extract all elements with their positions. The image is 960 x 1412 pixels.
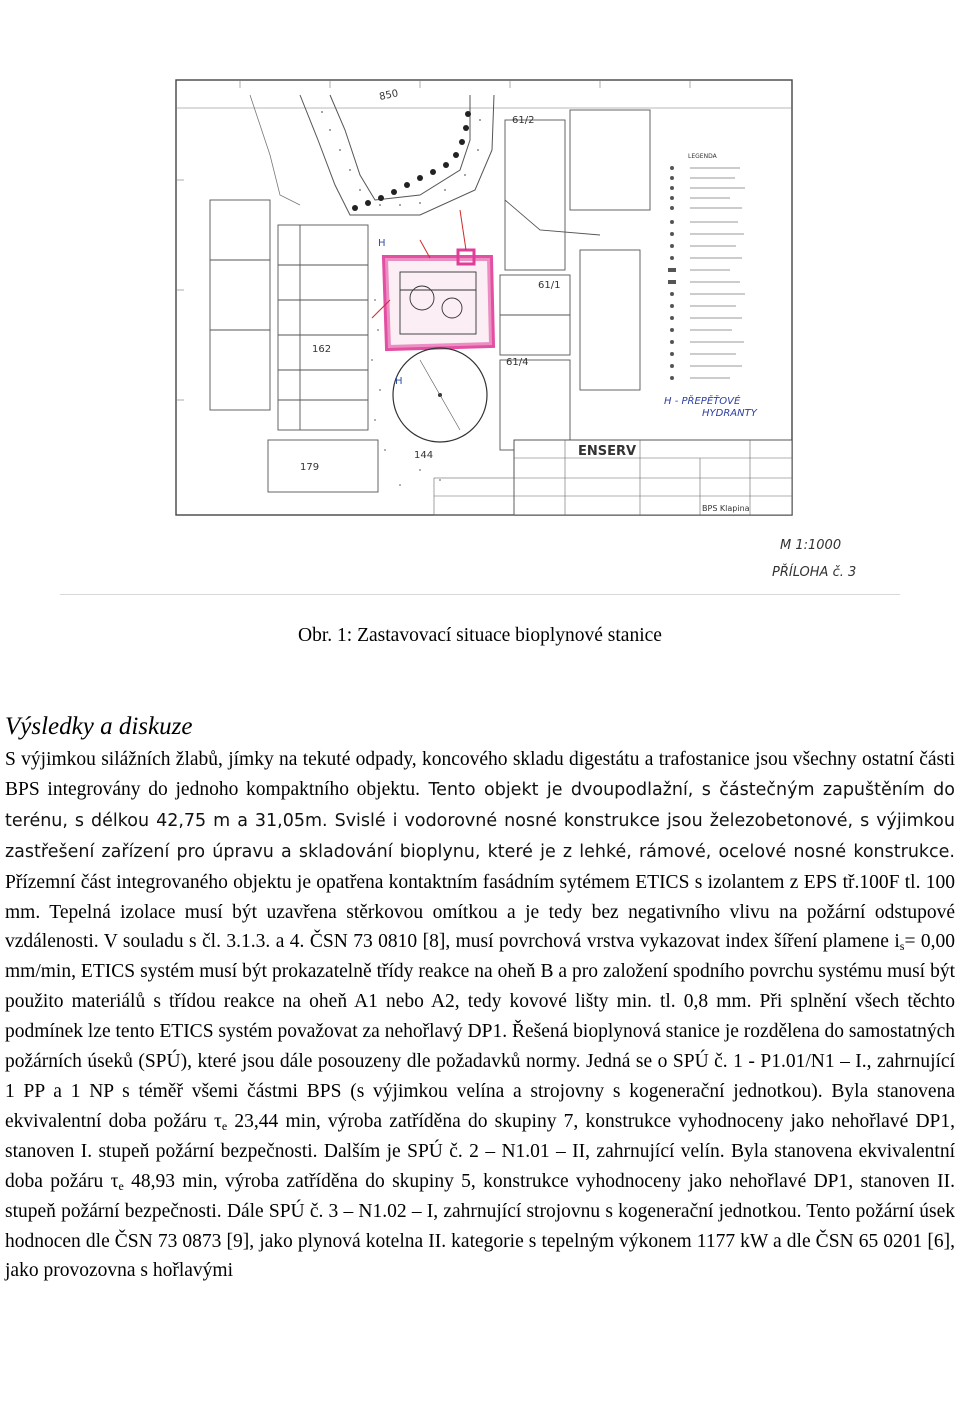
handwritten-notes: [772, 538, 856, 580]
body-sentence: S výjimkou silážních žlabů, jímky na tekuté odpady, koncového skladu digestátu a trafostanice jsou všechny ostatní části BPS integrovány do jednoho kompaktního objektu.: [5, 749, 955, 800]
svg-text:LEGENDA: LEGENDA: [688, 153, 717, 160]
parcel-label: 162: [312, 344, 332, 355]
body-sentence: Přízemní část integrovaného objektu je opatřena kontaktním fasádním sytémem ETICS s izolantem z EPS tř.100F tl. 100 mm. Tepelná izolace musí být uzavřena stěrkovou omítkou a je tedy bez negativního vlivu na požární odstupové vzdálenosti. V souladu s čl. 3.1.3. a 4. ČSN 73 0810 [8], musí povrchová vrstva vykazovat index šíření plamene i: [5, 871, 955, 953]
parcel-label: 144: [414, 450, 434, 461]
section-heading: Výsledky a diskuze: [5, 713, 193, 740]
svg-text:PŘÍLOHA č. 3: PŘÍLOHA č. 3: [772, 565, 857, 580]
body-sentence: 23,44 min, výroba zatříděna do skupiny 7, konstrukce vyhodnoceny jako nehořlavé DP1, stanoven I. stupeň požární bezpečnosti. Dalším je SPÚ č. 2 – N1.01 – II, zahrnující velín. Byla stanovena ekvivalentní doba požáru: [5, 1110, 955, 1192]
parcel-label: 61/2: [512, 115, 535, 126]
parcel-label: 61/4: [506, 357, 529, 368]
site-plan-figure: [0, 0, 960, 600]
body-sentence: Svislé i vodorovné nosné konstrukce jsou železobetonové, s výjimkou zastřešení zařízení pro úpravu a skladování bioplynu, které je z lehké, rámové, ocelové nosné konstrukce.: [5, 810, 955, 862]
parcel-label: 61/1: [538, 280, 561, 291]
subscript: e: [221, 1118, 228, 1133]
body-paragraph: [5, 745, 955, 1286]
tau-symbol: τ: [214, 1110, 222, 1132]
svg-text:ENSERV: ENSERV: [578, 444, 637, 459]
svg-text:M 1:1000: M 1:1000: [780, 538, 842, 553]
svg-text:H - PŘEPĚŤOVÉ: H - PŘEPĚŤOVÉ: [664, 396, 741, 407]
svg-text:H: H: [395, 376, 403, 387]
legend-block: [668, 153, 745, 380]
subscript: s: [899, 939, 905, 954]
svg-text:BPS Klapina: BPS Klapina: [702, 504, 750, 513]
svg-text:H: H: [378, 238, 386, 249]
body-sentence: Tento objekt je dvoupodlažní, s částečným zapuštěním do terénu, s délkou 42,75 m a 31,05m.: [5, 779, 955, 831]
svg-text:HYDRANTY: HYDRANTY: [702, 408, 757, 419]
body-sentence: = 0,00 mm/min, ETICS systém musí být prokazatelně třídy reakce na oheň B a pro založení spodního povrchu systému musí být použito materiálů s třídou reakce na oheň A1 nebo A2, tedy kovové lišty min. tl. 0,8 mm. Při splnění všech těchto podmínek lze tento ETICS systém považovat za nehořlavý DP1. Řešená bioplynová stanice je rozdělena do samostatných požárních úseků (SPÚ), které jsou dále posouzeny dle požadavků normy. Jedná se o SPÚ č. 1 - P1.01/N1 – I., zahrnující 1 PP a 1 NP s téměř všemi částmi BPS (s výjimkou velína a strojovny s kogenerační jednotkou). Byla stanovena ekvivalentní doba požáru: [5, 931, 956, 1132]
site-plan-drawing: [0, 0, 960, 600]
tau-symbol: τ: [110, 1170, 119, 1192]
title-block: [434, 440, 792, 515]
figure-divider: [60, 594, 900, 595]
parcel-label: 179: [300, 462, 320, 473]
figure-caption: Obr. 1: Zastavovací situace bioplynové stanice: [298, 625, 662, 646]
subscript: e: [118, 1178, 124, 1193]
parcel-label: 850: [378, 88, 400, 103]
hydrant-note: [664, 394, 758, 419]
body-sentence: 48,93 min, výroba zatříděna do skupiny 5, konstrukce vyhodnoceny jako nehořlavé DP1, stanoven II. stupeň požární bezpečnosti. Dále SPÚ č. 3 – N1.02 – I, zahrnující strojovnu s kogenerační jednotkou. Tento požární úsek hodnocen dle ČSN 73 0873 [9], jako plynová kotelna II. kategorie s tepelným výkonem 1177 kW a dle ČSN 65 0201 [6], jako provozovna s hořlavými: [5, 1170, 955, 1282]
